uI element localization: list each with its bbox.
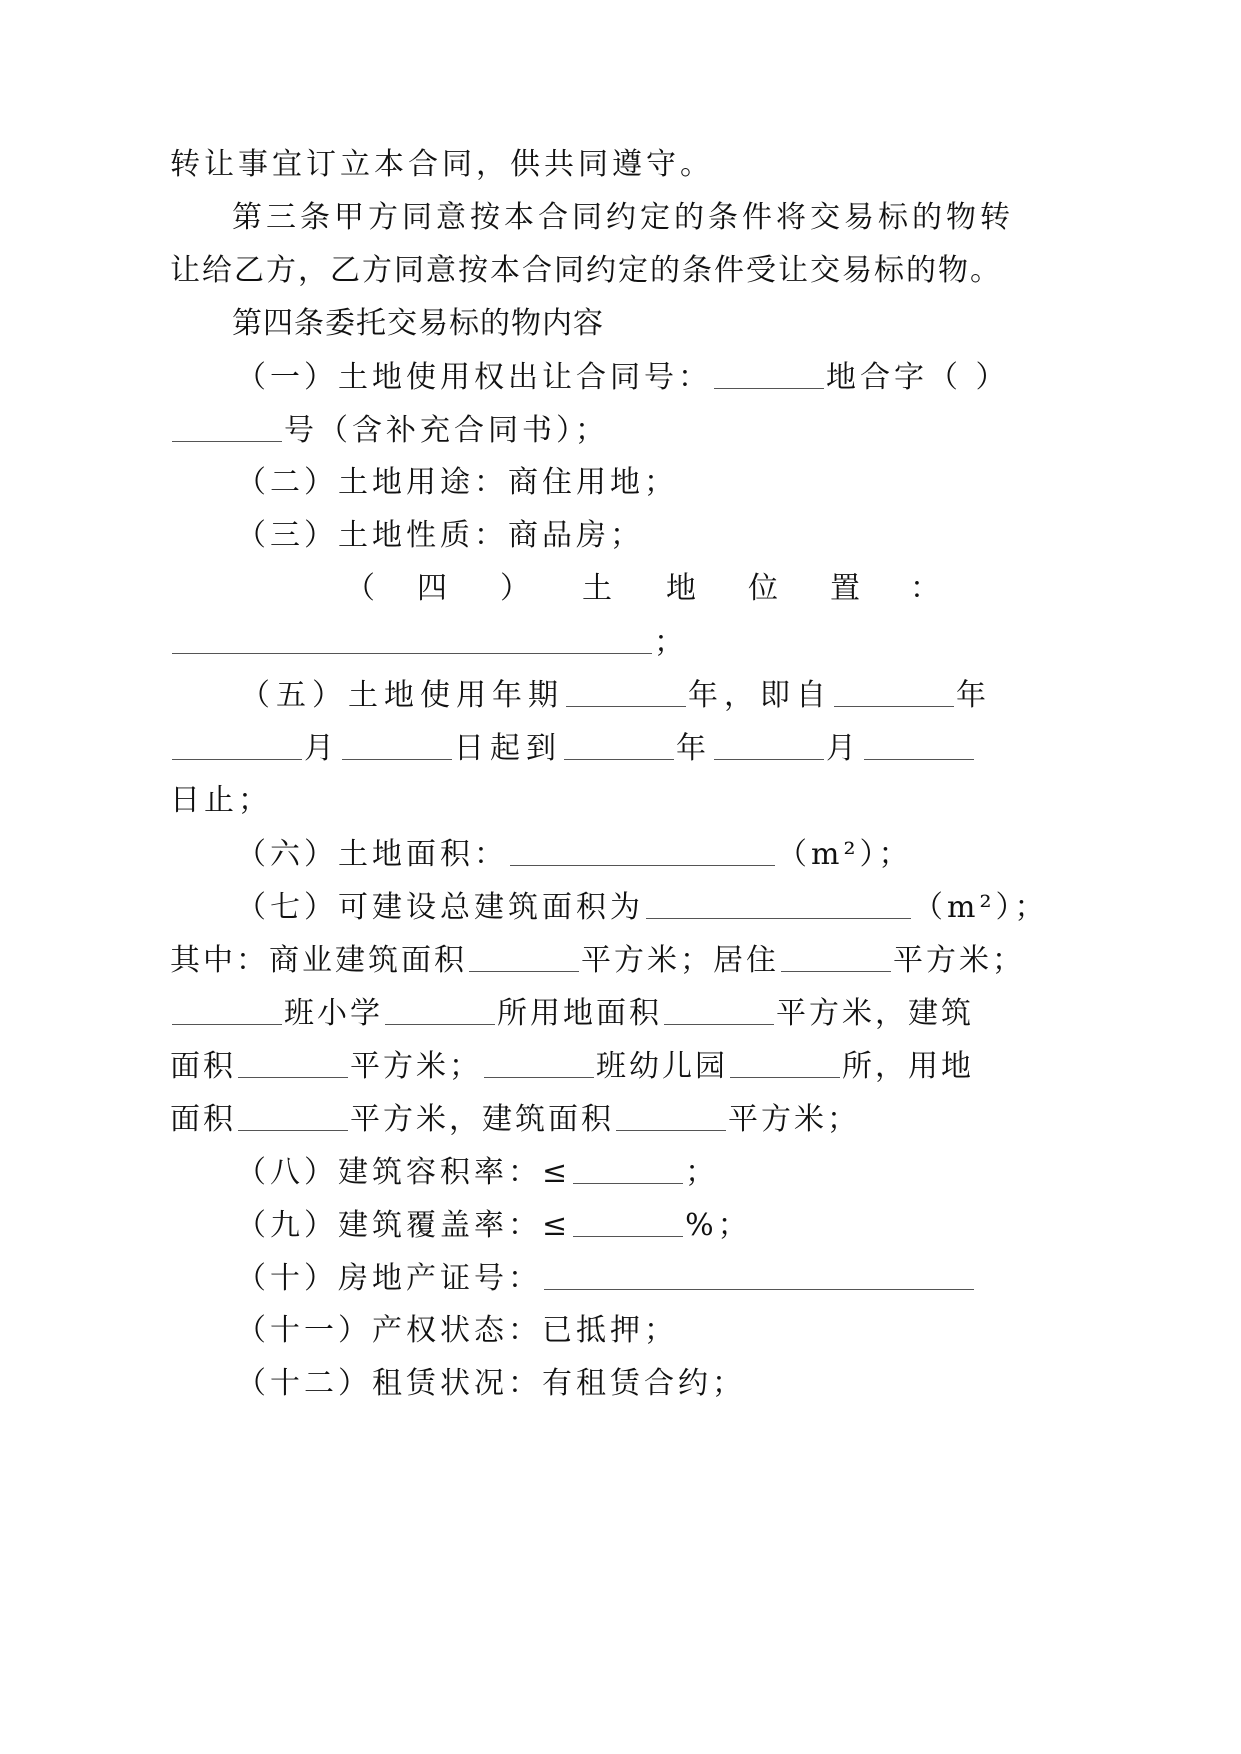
property-cert-blank	[544, 1263, 974, 1290]
unit-label: （m²）；	[777, 837, 913, 872]
clause-9	[236, 1210, 752, 1241]
clause-8-label: （八）建筑容积率：≤	[236, 1155, 572, 1190]
clause-1-tail: 号（含补充合同书）；	[284, 413, 609, 448]
clause-1	[236, 362, 1010, 393]
clause-5-label: （五）土地使用年期	[240, 678, 564, 713]
clause-7-kindergarten-area	[170, 1104, 860, 1135]
land-area-blank	[510, 839, 775, 866]
clause-6-label: （六）土地面积：	[236, 837, 508, 872]
building-area-label: 平方米，建筑面积	[350, 1102, 614, 1137]
clause-4-char: （	[345, 571, 375, 606]
school-count-blank	[385, 998, 495, 1025]
clause-10	[236, 1263, 976, 1294]
clause-10-label: （十）房地产证号：	[236, 1261, 542, 1296]
school-classes-blank	[172, 998, 282, 1025]
clause-6	[236, 839, 912, 870]
coverage-ratio-blank	[573, 1210, 683, 1237]
residential-label: 平方米；居住	[581, 943, 779, 978]
end-day-blank	[864, 733, 974, 760]
semicolon: ；	[654, 625, 688, 660]
clause-9-label: （九）建筑覆盖率：≤	[236, 1208, 572, 1243]
clause-4-char: 土	[582, 571, 612, 606]
sqm-label: 平方米；	[350, 1049, 482, 1084]
clause-7-kindergarten	[170, 1051, 974, 1082]
clause-3: （三）土地性质：商品房；	[236, 518, 644, 553]
land-area-label: 所用地面积	[497, 996, 662, 1031]
percent-label: %；	[685, 1208, 752, 1243]
clause-4-char: ）	[500, 571, 530, 606]
start-year-blank	[834, 680, 954, 707]
sqm-label: 平方米；	[728, 1102, 860, 1137]
clause-5-mid: 年，即自	[688, 678, 832, 713]
article-4-heading: 第四条委托交易标的物内容	[232, 306, 604, 341]
commercial-area-blank	[469, 945, 579, 972]
clause-5	[240, 680, 992, 711]
number-blank	[172, 415, 282, 442]
clause-5-year: 年	[956, 678, 992, 713]
clause-12: （十二）租赁状况：有租赁合约；	[236, 1366, 746, 1401]
clause-8	[236, 1157, 719, 1188]
years-blank	[566, 680, 686, 707]
kindergarten-classes-blank	[484, 1051, 594, 1078]
clause-1-continued	[170, 415, 609, 446]
residential-area-blank	[781, 945, 891, 972]
commercial-label: 其中：商业建筑面积	[170, 943, 467, 978]
clause-2: （二）土地用途：商住用地；	[236, 465, 678, 500]
unit-label: （m²）；	[913, 890, 1049, 925]
contract-number-blank	[714, 362, 824, 389]
land-use-label: 所，用地	[842, 1049, 974, 1084]
clause-7-detail	[170, 945, 1025, 976]
location-blank	[172, 627, 652, 654]
clause-7	[236, 892, 1048, 923]
area-label: 面积	[170, 1102, 236, 1137]
end-year-blank	[564, 733, 674, 760]
clause-4-char: 四	[417, 571, 447, 606]
clause-11: （十一）产权状态：已抵押；	[236, 1313, 678, 1348]
clause-7-school	[170, 998, 974, 1029]
clause-7-label: （七）可建设总建筑面积为	[236, 890, 644, 925]
clause-1-suffix: 地合字（ ）	[826, 360, 1010, 395]
building-label: 平方米，建筑	[776, 996, 974, 1031]
kindergarten-label: 班幼儿园	[596, 1049, 728, 1084]
clause-4-char: ：	[910, 571, 940, 606]
text-line: 让给乙方，乙方同意按本合同约定的条件受让交易标的物。	[170, 253, 1002, 288]
month-label: 月	[304, 731, 340, 766]
plot-ratio-blank	[573, 1157, 683, 1184]
month-label: 月	[826, 731, 862, 766]
school-label: 班小学	[284, 996, 383, 1031]
school-building-area-blank	[238, 1051, 348, 1078]
clause-5-continued	[170, 733, 976, 764]
area-label: 面积	[170, 1049, 236, 1084]
year-label: 年	[676, 731, 712, 766]
total-floor-area-blank	[646, 892, 911, 919]
kindergarten-land-area-blank	[238, 1104, 348, 1131]
clause-1-label: （一）土地使用权出让合同号：	[236, 360, 712, 395]
clause-4-char: 置	[830, 571, 860, 606]
kindergarten-building-area-blank	[616, 1104, 726, 1131]
end-month-blank	[714, 733, 824, 760]
clause-4-spread	[0, 571, 1241, 606]
clause-5-end: 日止；	[170, 783, 272, 818]
kindergarten-count-blank	[730, 1051, 840, 1078]
semicolon: ；	[685, 1155, 720, 1190]
start-day-blank	[342, 733, 452, 760]
article-3-text: 第三条甲方同意按本合同约定的条件将交易标的物转	[232, 200, 1014, 235]
clause-4-char: 地	[666, 571, 696, 606]
from-to-label: 日起到	[454, 731, 562, 766]
clause-4-continued	[170, 627, 688, 658]
sqm-label: 平方米；	[893, 943, 1025, 978]
school-land-area-blank	[664, 998, 774, 1025]
text-line: 转让事宜订立本合同，供共同遵守。	[170, 147, 714, 182]
start-month-blank	[172, 733, 302, 760]
clause-4-char: 位	[748, 571, 778, 606]
